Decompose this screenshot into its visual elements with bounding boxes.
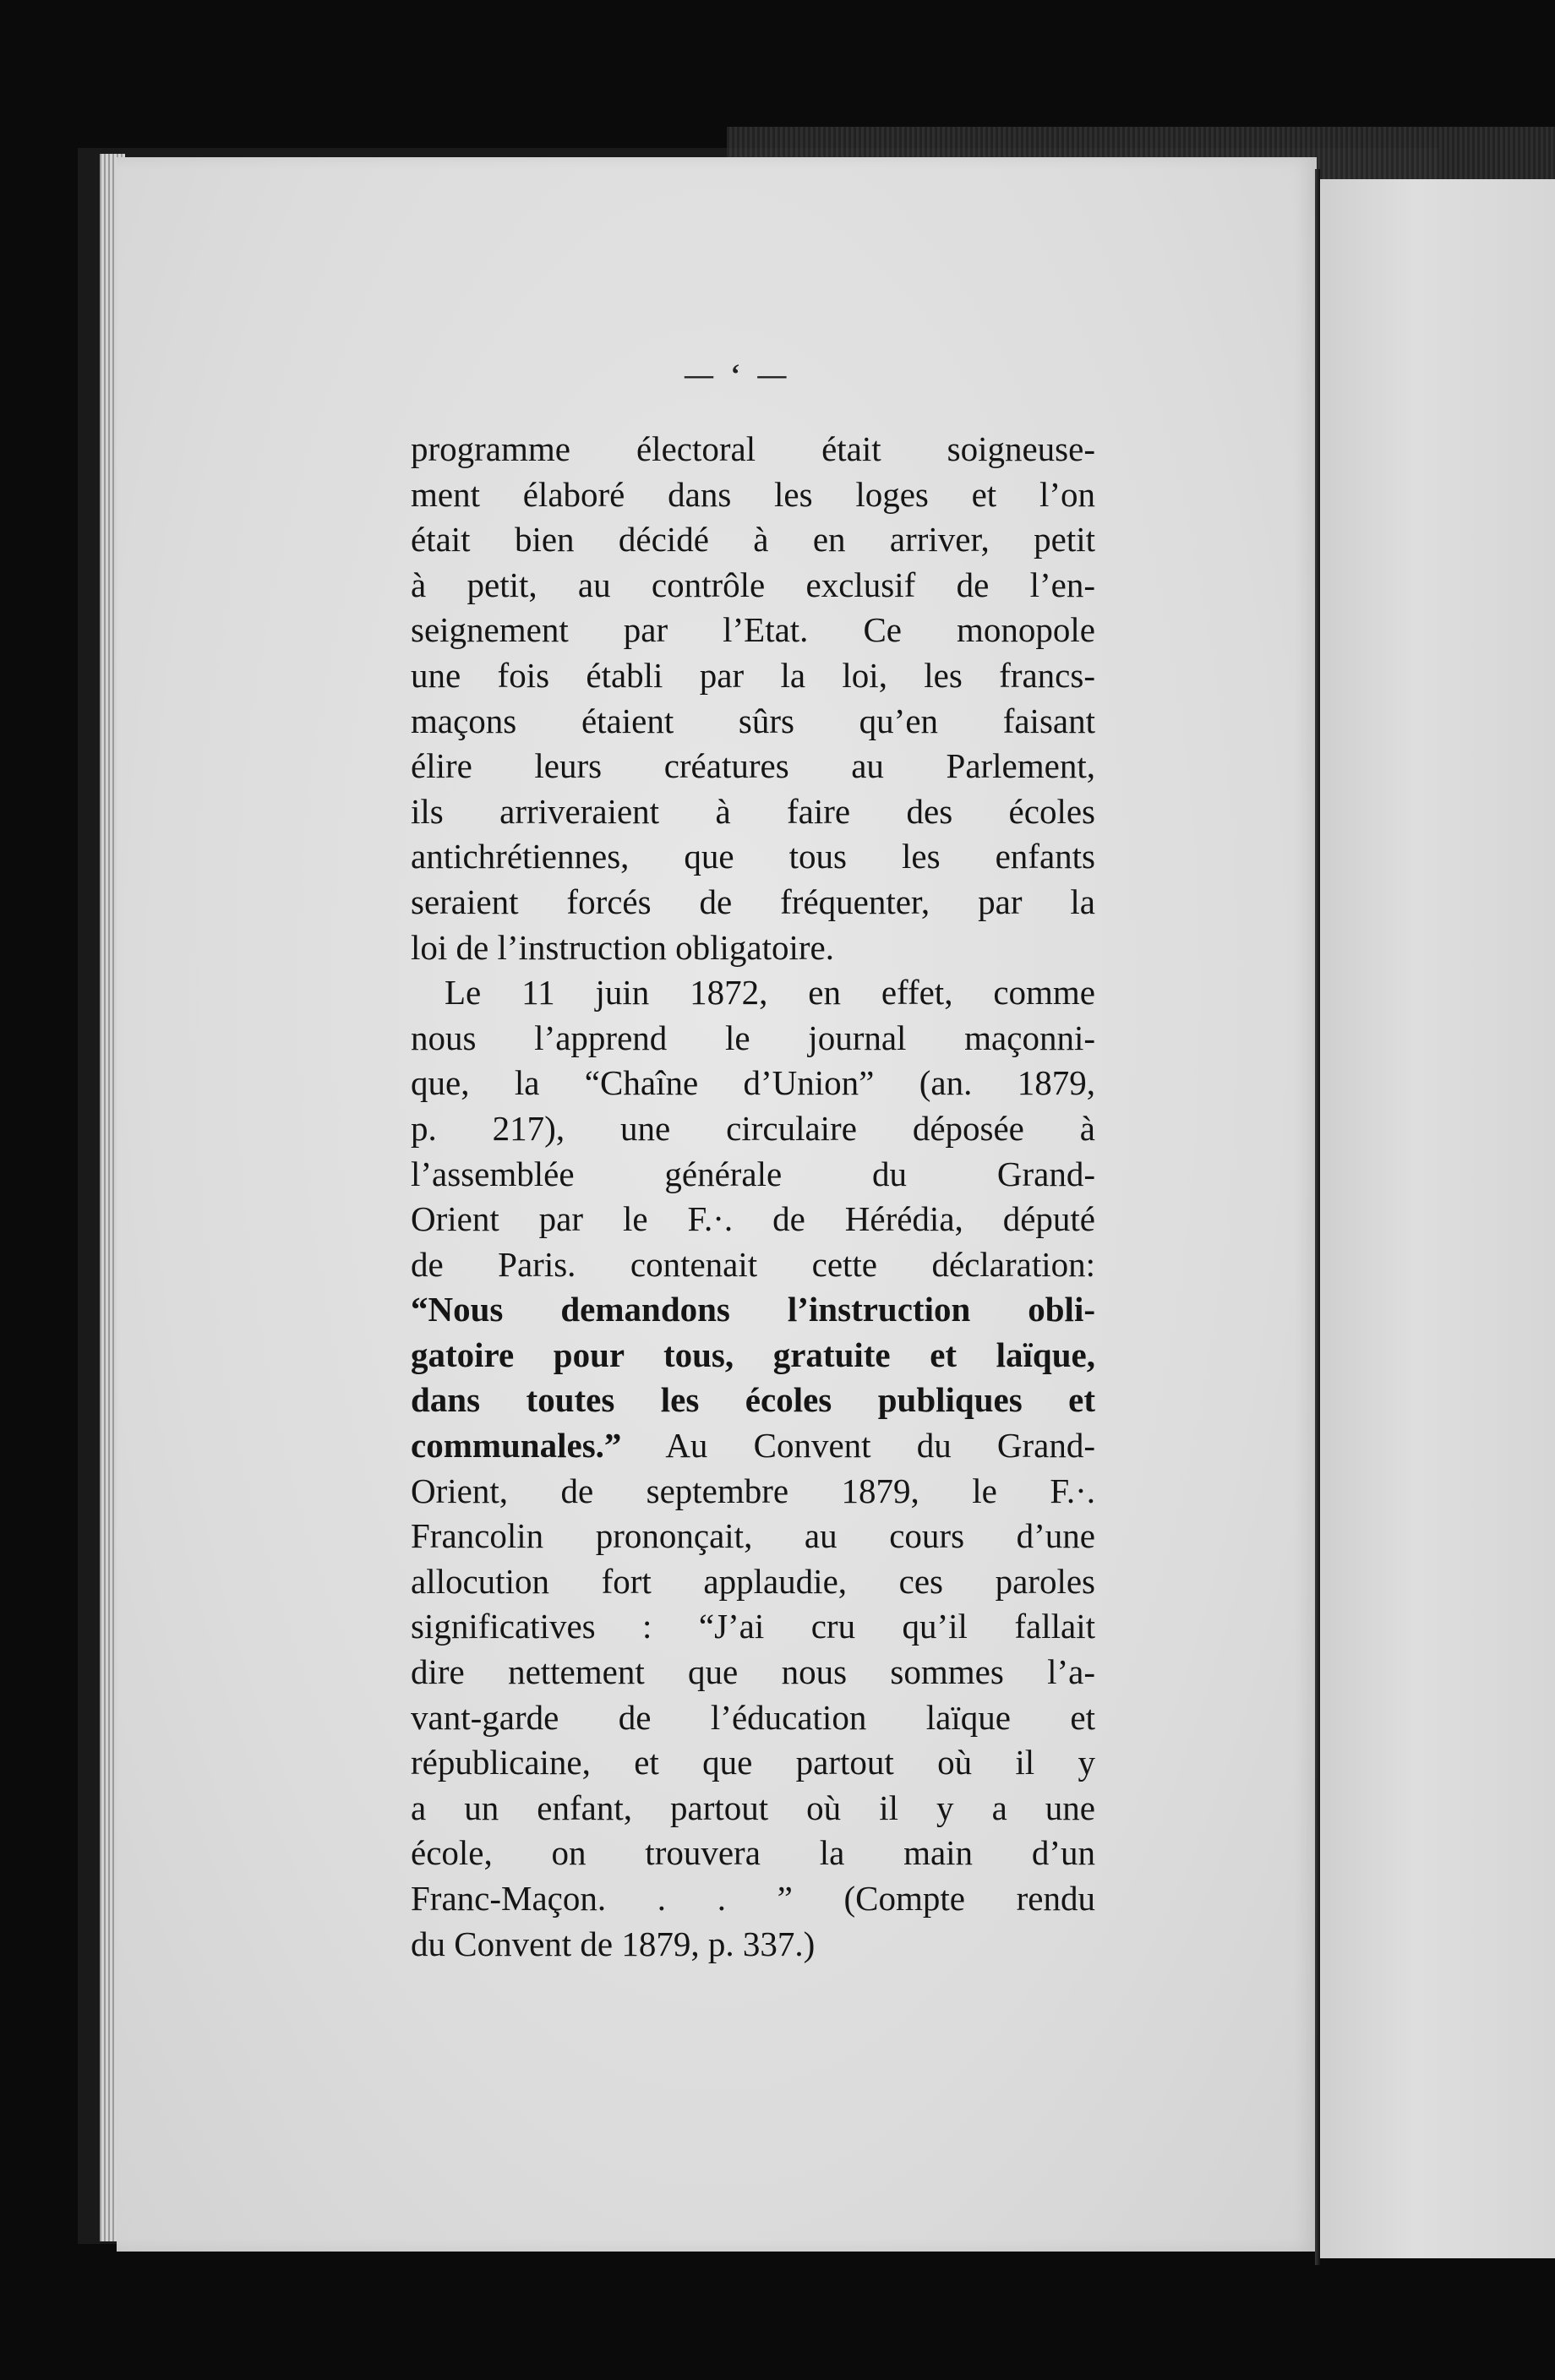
text-line: maçons étaient sûrs qu’en faisant: [411, 701, 1095, 740]
text-line: était bien décidé à en arriver, petit: [411, 520, 1095, 560]
text-line: Francolin prononçait, au cours d’une: [411, 1516, 1095, 1556]
text-line: seraient forcés de fréquenter, par la: [411, 882, 1095, 921]
text-line: école, on trouvera la main d’un: [411, 1833, 1095, 1873]
text-line: que, la “Chaîne d’Union” (an. 1879,: [411, 1063, 1095, 1103]
text-line: l’assemblée générale du Grand-: [411, 1154, 1095, 1193]
text-line: p. 217), une circulaire déposée à: [411, 1108, 1095, 1148]
text-line: Franc-Maçon. . . ” (Compte rendu: [411, 1879, 1095, 1918]
text-line: significatives : “J’ai cru qu’il fallait: [411, 1607, 1095, 1646]
text-line: de Paris. contenait cette déclaration:: [411, 1244, 1095, 1284]
text-line: ment élaboré dans les loges et l’on: [411, 474, 1095, 514]
text-line: Le 11 juin 1872, en effet, comme: [445, 973, 1095, 1013]
text-line: ils arriveraient à faire des écoles: [411, 791, 1095, 831]
text-line: Orient par le F.·. de Hérédia, député: [411, 1199, 1095, 1239]
text-line: dire nettement que nous sommes l’a-: [411, 1652, 1095, 1692]
text-line: antichrétiennes, que tous les enfants: [411, 837, 1095, 876]
text-line: du Convent de 1879, p. 337.): [411, 1924, 816, 1963]
text-line: loi de l’instruction obligatoire.: [411, 927, 835, 967]
text-line: élire leurs créatures au Parlement,: [411, 746, 1095, 786]
mixed-line: [411, 1423, 1095, 1469]
bold-quote-end: communales.”: [411, 1426, 622, 1466]
text-fragment: Au Convent du Grand-: [621, 1426, 1095, 1466]
text-line: vant-garde de l’éducation laïque et: [411, 1697, 1095, 1737]
text-line: à petit, au contrôle exclusif de l’en-: [411, 565, 1095, 604]
text-line: allocution fort applaudie, ces paroles: [411, 1561, 1095, 1601]
body-text: [411, 427, 1095, 1967]
text-line: a un enfant, partout où il y a une: [411, 1788, 1095, 1827]
bold-quote-line: dans toutes les écoles publiques et: [411, 1380, 1095, 1420]
text-line: nous l’apprend le journal maçonni-: [411, 1018, 1095, 1057]
bold-quote-line: gatoire pour tous, gratuite et laïque,: [411, 1335, 1095, 1374]
text-line: seignement par l’Etat. Ce monopole: [411, 610, 1095, 650]
text-line: républicaine, et que partout où il y: [411, 1743, 1095, 1782]
text-line: Orient, de septembre 1879, le F.·.: [411, 1471, 1095, 1510]
bold-quote-line: “Nous demandons l’instruction obli-: [411, 1290, 1095, 1329]
text-line: une fois établi par la loi, les francs-: [411, 655, 1095, 695]
right-page: [1320, 179, 1555, 2258]
page-number-marker: — ‘ —: [685, 359, 792, 390]
text-line: programme électoral était soigneuse-: [411, 429, 1095, 468]
